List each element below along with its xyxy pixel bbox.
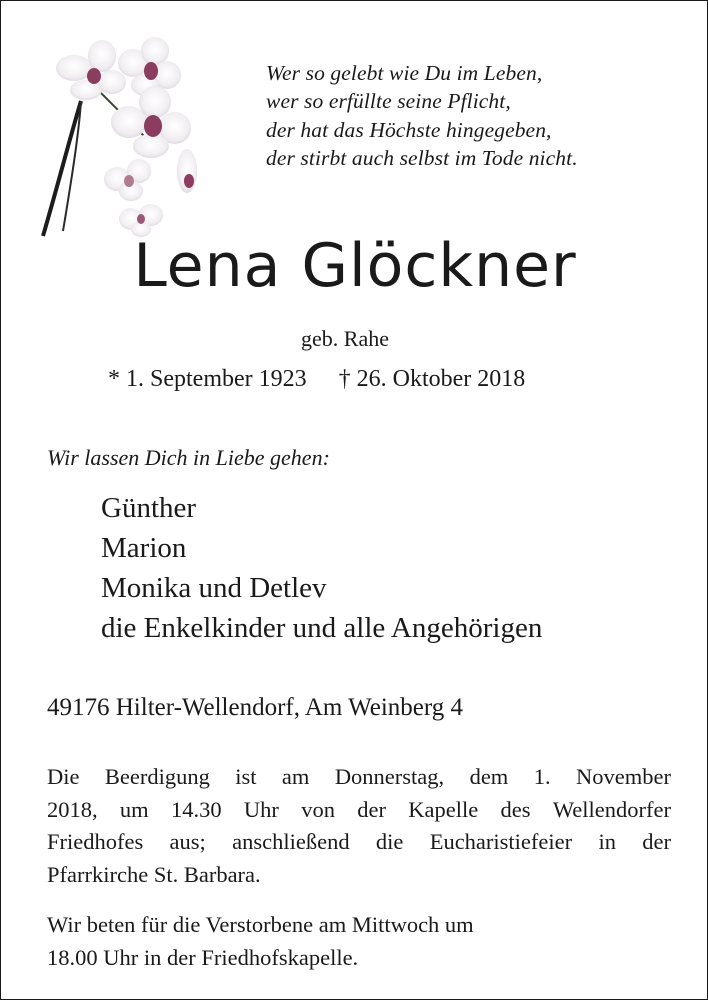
funeral-line (47, 859, 671, 892)
poem-line: der stirbt auch selbst im Tode nicht. (266, 146, 578, 171)
funeral-word: von (301, 796, 335, 822)
poem-line: der hat das Höchste hingegeben, (266, 117, 552, 142)
prayer-line: Wir beten für die Verstorbene am Mittwoch um (47, 912, 474, 937)
funeral-word: Kapelle (408, 796, 479, 822)
funeral-word: ist (235, 764, 257, 789)
funeral-word: 14.30 (170, 796, 222, 822)
life-dates (108, 366, 525, 393)
funeral-word: Die (47, 764, 80, 789)
funeral-word: anschließend (232, 829, 350, 855)
orchid-icon (39, 31, 204, 239)
funeral-word: November (575, 764, 671, 789)
funeral-word: um (119, 796, 149, 822)
funeral-word: die (375, 829, 404, 855)
funeral-word: am (281, 764, 310, 789)
funeral-line (47, 794, 671, 827)
mourners-list (101, 488, 542, 648)
funeral-word: Friedhofes (47, 829, 144, 855)
funeral-word: 2018, (47, 796, 98, 822)
funeral-word: Beerdigung (104, 764, 210, 789)
funeral-word: Eucharistiefeier (429, 829, 573, 855)
prayer-line: 18.00 Uhr in der Friedhofskapelle. (47, 944, 359, 970)
funeral-line (47, 761, 671, 794)
funeral-word: der (357, 796, 386, 822)
poem-line: Wer so gelebt wie Du im Leben, (266, 61, 543, 85)
funeral-word: der (642, 829, 671, 855)
mourners-intro: Wir lassen Dich in Liebe gehen: (47, 445, 330, 470)
funeral-word: Wellendorfer (552, 796, 671, 822)
birth-date: * 1. September 1923 (108, 366, 307, 392)
funeral-info (47, 761, 671, 892)
prayer-info (47, 909, 474, 974)
mourner-name: die Enkelkinder und alle Angehörigen (101, 612, 543, 645)
poem (266, 59, 578, 173)
funeral-word: des (500, 796, 531, 822)
funeral-line (47, 826, 671, 859)
funeral-word: 1. (533, 764, 551, 789)
mourner-name: Günther (101, 492, 197, 524)
mourner-name: Monika und Detlev (101, 572, 327, 605)
funeral-word: in (598, 829, 616, 855)
funeral-word: Pfarrkirche St. Barbara. (47, 861, 261, 887)
mourner-name: Marion (101, 532, 187, 565)
deceased-name: Lena Glöckner (133, 231, 577, 301)
address: 49176 Hilter-Wellendorf, Am Weinberg 4 (47, 694, 463, 721)
funeral-word: aus; (169, 829, 206, 855)
funeral-word: dem (469, 764, 509, 789)
birth-name: geb. Rahe (301, 326, 389, 351)
funeral-word: Uhr (243, 796, 279, 822)
poem-line: wer so erfüllte seine Pflicht, (266, 89, 511, 114)
death-date: † 26. Oktober 2018 (338, 366, 526, 392)
funeral-word: Donnerstag, (334, 764, 445, 789)
